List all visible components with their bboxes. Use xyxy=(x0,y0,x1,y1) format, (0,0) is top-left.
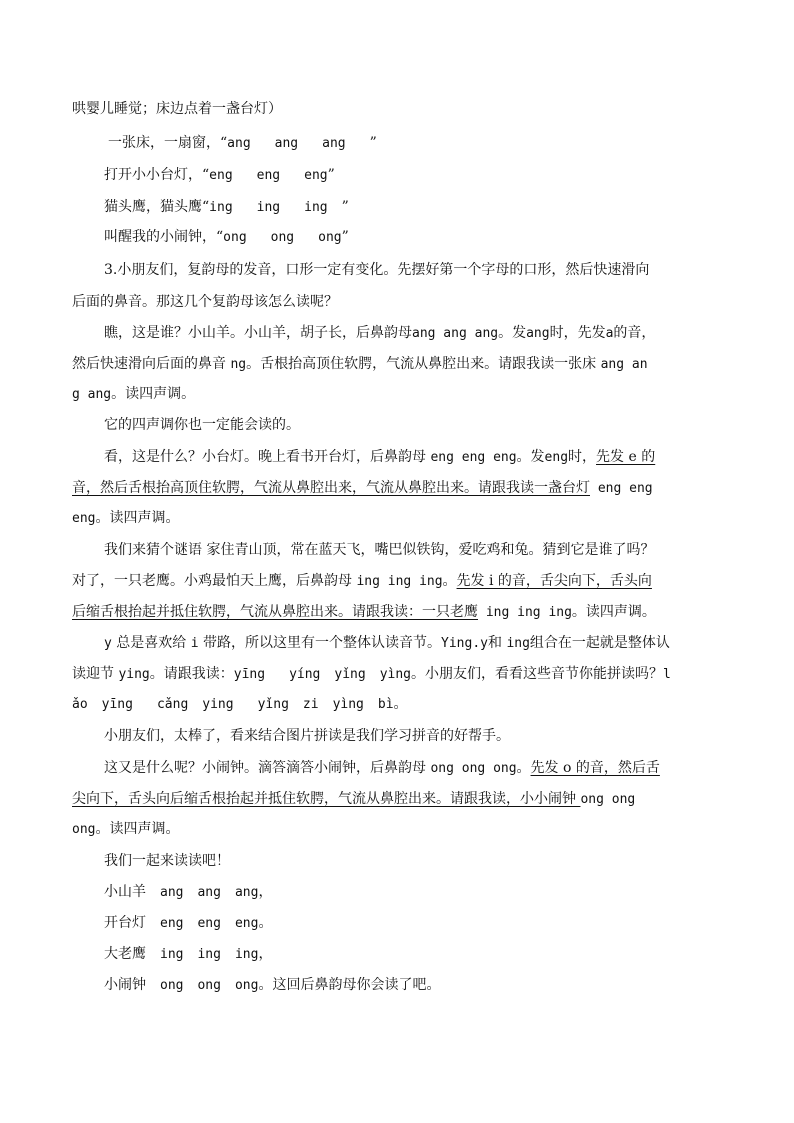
rhyme-text: 叫醒我的小闹钟，“ xyxy=(104,229,224,245)
paragraph-text: 我们来猜个谜语 家住青山顶，常在蓝天飞，嘴巴似铁钩，爱吃鸡和兔。猜到它是谁了吗？ xyxy=(104,542,655,558)
pinyin-text: ǎo xyxy=(72,697,88,712)
paragraph-text: 后面的鼻音。那这几个复韵母该怎么读呢？ xyxy=(72,294,338,310)
paragraph-text: 。读四声调。 xyxy=(571,604,656,620)
pinyin-text: g ang xyxy=(72,387,112,402)
quote-mark: ” xyxy=(341,229,349,245)
text-line xyxy=(104,852,230,870)
paragraph-text: 组合在一起就是整体认 xyxy=(529,635,670,651)
paragraph-text: 哄婴儿睡觉；床边点着一盏台灯） xyxy=(72,101,282,117)
paragraph-text: 带路，所以这里有一个整体认读音节。 xyxy=(198,635,442,651)
paragraph-text: 。 xyxy=(393,696,408,712)
text-line xyxy=(72,100,282,118)
paragraph-text: 看，这是什么？小台灯。晚上看书开台灯，后鼻韵母 xyxy=(104,449,431,465)
text-line xyxy=(72,790,635,809)
pinyin-text: yǐng xyxy=(257,697,289,712)
rhyme-line-ing xyxy=(104,198,349,217)
pinyin-text: yìng xyxy=(332,697,364,712)
pinyin-text: eng xyxy=(234,916,259,931)
pinyin-text: ing ing ing xyxy=(478,605,572,620)
pinyin-text: ong ong ong xyxy=(430,761,517,776)
pinyin-text: ong xyxy=(234,978,259,993)
paragraph-text: 读迎节 xyxy=(72,666,119,682)
rhyme-text: 一张床，一扇窗，“ xyxy=(108,135,228,151)
paragraph-text: 。 xyxy=(442,573,457,589)
underlined-text: 音，然后舌根抬高顶住软腭，气流从鼻腔出来，气流从鼻腔出来。请跟我读一盏台灯 xyxy=(72,480,590,496)
text-line xyxy=(72,385,195,404)
pinyin-text: ang xyxy=(227,136,251,151)
quote-mark: ” xyxy=(369,135,377,151)
paragraph-text: 。读四声调。 xyxy=(95,510,180,526)
paragraph-text: 然后快速滑向后面的鼻音 xyxy=(72,356,231,372)
paragraph-text: 时，先发 xyxy=(549,325,606,341)
review-line-ang xyxy=(104,883,272,902)
pinyin-text: cǎng xyxy=(156,697,189,712)
text-line xyxy=(72,572,652,591)
pinyin-text: ong ong xyxy=(580,792,636,807)
pinyin-text: ong xyxy=(160,978,184,993)
paragraph-text: 时， xyxy=(568,449,597,465)
rhyme-text: 打开小小台灯，“ xyxy=(104,167,210,183)
pinyin-text: ang xyxy=(322,136,346,151)
text-line xyxy=(72,293,338,311)
pinyin-text: yǐng xyxy=(334,667,366,682)
paragraph-text: 小山羊 xyxy=(104,884,146,900)
pinyin-text: yīng xyxy=(233,667,266,682)
pinyin-text: ing xyxy=(160,947,184,962)
paragraph-text: 。舌根抬高顶住软腭，气流从鼻腔出来。请跟我读一张床 xyxy=(246,356,601,372)
paragraph-text: 它的四声调你也一定能会读的。 xyxy=(104,417,300,433)
paragraph-text: 这又是什么呢？小闹钟。滴答滴答小闹钟，后鼻韵母 xyxy=(104,760,431,776)
pinyin-text: ing xyxy=(197,947,221,962)
paragraph-text: 瞧，这是谁？小山羊。小山羊，胡子长，后鼻韵母 xyxy=(104,325,412,341)
review-line-eng xyxy=(104,914,272,933)
paragraph-text: 。这回后鼻韵母你会读了吧。 xyxy=(258,977,441,993)
pinyin-text: a xyxy=(605,326,614,341)
paragraph-text: 对了，一只老鹰。小鸡最怕天上鹰，后鼻韵母 xyxy=(72,573,357,589)
text-line xyxy=(104,261,649,279)
rhyme-line-eng xyxy=(104,166,335,185)
text-line xyxy=(72,479,653,498)
paragraph-text: 。小朋友们，看看这些音节你能拼读吗？ xyxy=(411,666,664,682)
rhyme-line-ong xyxy=(104,228,349,247)
underlined-text: 先发 i 的音，舌尖向下，舌头向 xyxy=(456,573,652,589)
pinyin-text: yìng xyxy=(379,667,412,682)
pinyin-text: ang xyxy=(274,136,299,151)
pinyin-text: ing xyxy=(234,947,259,962)
pinyin-text: eng xyxy=(197,916,221,931)
paragraph-text: ， xyxy=(258,884,273,900)
pinyin-text: Ying.y xyxy=(441,636,488,651)
pinyin-text: yīng xyxy=(101,697,133,712)
pinyin-text: ong xyxy=(197,978,221,993)
pinyin-text: ing ing ing xyxy=(356,574,443,589)
text-line xyxy=(104,634,670,653)
text-line xyxy=(72,695,408,714)
text-line xyxy=(72,509,179,528)
pinyin-text: eng eng eng xyxy=(430,450,517,465)
pinyin-text: eng xyxy=(72,511,96,526)
text-line xyxy=(104,759,660,778)
rhyme-line-ang xyxy=(108,134,377,153)
pinyin-text: ong xyxy=(270,230,295,245)
pinyin-text: yíng xyxy=(289,667,321,682)
paragraph-text: 。发 xyxy=(516,449,545,465)
pinyin-text: eng eng xyxy=(590,481,653,496)
paragraph-text: 和 xyxy=(487,635,507,651)
review-line-ing xyxy=(104,945,272,964)
pinyin-text: eng xyxy=(256,168,281,183)
pinyin-text: i xyxy=(190,636,199,651)
pinyin-text: eng xyxy=(160,916,184,931)
pinyin-text: ying xyxy=(202,697,234,712)
text-line xyxy=(72,820,179,839)
pinyin-text: ing xyxy=(209,200,233,215)
underlined-text: 先发 e 的 xyxy=(596,449,656,465)
pinyin-text: y xyxy=(104,636,112,651)
paragraph-text: 。读四声调。 xyxy=(111,386,196,402)
pinyin-text: l xyxy=(663,667,671,682)
pinyin-text: ang xyxy=(234,885,259,900)
text-line xyxy=(104,416,300,434)
paragraph-text: 3.小朋友们，复韵母的发音，口形一定有变化。先摆好第一个字母的口形，然后快速滑向 xyxy=(104,262,650,278)
pinyin-text: ang xyxy=(160,885,184,900)
pinyin-text: ng xyxy=(230,357,247,372)
rhyme-text: 猫头鹰，猫头鹰“ xyxy=(104,199,210,215)
paragraph-text: 大老鹰 xyxy=(104,946,146,962)
quote-mark: ” xyxy=(341,199,349,215)
pinyin-text: ing xyxy=(506,636,530,651)
underlined-text: 后缩舌根抬起并抵住软腭，气流从鼻腔出来。请跟我读：一只老鹰 xyxy=(72,604,478,620)
pinyin-text: ong xyxy=(72,822,96,837)
text-line xyxy=(104,324,655,343)
pinyin-text: ang xyxy=(526,326,550,341)
text-line xyxy=(104,448,655,467)
pinyin-text: ong xyxy=(223,230,247,245)
pinyin-text: ying xyxy=(118,667,150,682)
text-line xyxy=(72,665,671,684)
quote-mark: ” xyxy=(327,167,335,183)
paragraph-text: 小朋友们，太棒了，看来结合图片拼读是我们学习拼音的好帮手。 xyxy=(104,728,510,744)
text-line xyxy=(72,603,656,622)
pinyin-text: eng xyxy=(209,168,233,183)
pinyin-text: ing xyxy=(304,200,328,215)
paragraph-text: 开台灯 xyxy=(104,915,146,931)
paragraph-text: 。 xyxy=(258,915,273,931)
paragraph-text: 小闹钟 xyxy=(104,977,146,993)
paragraph-text: 我们一起来读读吧！ xyxy=(104,853,230,869)
paragraph-text: 的音， xyxy=(613,325,656,341)
pinyin-text: ing xyxy=(256,200,281,215)
paragraph-text: 。发 xyxy=(498,325,527,341)
pinyin-text: ang an xyxy=(600,357,648,372)
paragraph-text: 。 xyxy=(516,760,531,776)
text-line xyxy=(104,727,510,745)
paragraph-text: 总是喜欢给 xyxy=(111,635,191,651)
pinyin-text: bì xyxy=(377,697,394,712)
pinyin-text: eng xyxy=(544,450,569,465)
text-line xyxy=(72,355,648,374)
review-line-ong xyxy=(104,976,440,995)
pinyin-text: eng xyxy=(304,168,328,183)
pinyin-text: zi xyxy=(302,697,319,712)
pinyin-text: ang xyxy=(197,885,221,900)
paragraph-text: 。请跟我读： xyxy=(149,666,234,682)
text-line xyxy=(104,541,654,559)
paragraph-text: 。读四声调。 xyxy=(95,821,180,837)
paragraph-text: ， xyxy=(258,946,273,962)
pinyin-text: ang ang ang xyxy=(412,326,499,341)
underlined-text: 尖向下，舌头向后缩舌根抬起并抵住软腭，气流从鼻腔出来。请跟我读，小小闹钟 xyxy=(72,791,581,807)
underlined-text: 先发 o 的音，然后舌 xyxy=(530,760,660,776)
pinyin-text: ong xyxy=(318,230,342,245)
